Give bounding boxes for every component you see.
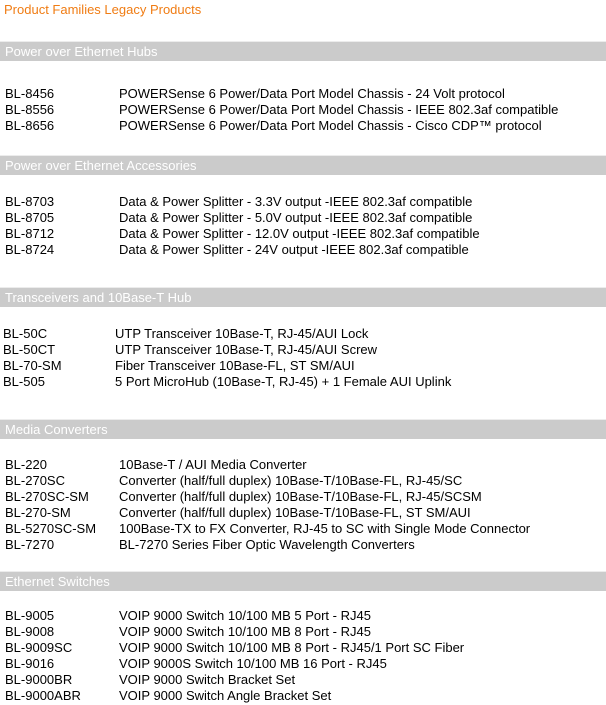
product-row[interactable] [0,86,606,102]
product-description: BL-7270 Series Fiber Optic Wavelength Converters [119,537,415,552]
product-code: BL-50CT [3,342,56,357]
product-code: BL-9016 [5,656,55,671]
section-header-media-converters [0,419,606,439]
product-description: Data & Power Splitter - 24V output -IEEE 802.3af compatible [119,242,469,257]
product-list-transceivers [0,326,606,390]
section-title: Power over Ethernet Hubs [5,44,158,59]
product-code: BL-9009SC [5,640,73,655]
product-row[interactable] [0,521,606,537]
product-list-poe-hubs [0,86,606,134]
section-title: Transceivers and 10Base-T Hub [5,290,192,305]
product-code: BL-220 [5,457,47,472]
product-description: POWERSense 6 Power/Data Port Model Chassis - Cisco CDP™ protocol [119,118,542,133]
product-code: BL-270-SM [5,505,71,520]
product-row[interactable] [0,473,606,489]
product-description: Data & Power Splitter - 12.0V output -IEEE 802.3af compatible [119,226,480,241]
product-code: BL-270SC-SM [5,489,89,504]
product-code: BL-8456 [5,86,55,101]
product-row[interactable] [0,342,606,358]
product-row[interactable] [0,374,606,390]
product-description: Converter (half/full duplex) 10Base-T/10Base-FL, RJ-45/SCSM [119,489,482,504]
product-description: VOIP 9000 Switch Bracket Set [119,672,296,687]
product-description: Converter (half/full duplex) 10Base-T/10Base-FL, RJ-45/SC [119,473,463,488]
product-row[interactable] [0,118,606,134]
product-code: BL-9005 [5,608,55,623]
product-row[interactable] [0,102,606,118]
product-row[interactable] [0,672,606,688]
product-code: BL-5270SC-SM [5,521,97,536]
page-title: Product Families Legacy Products [4,2,202,17]
product-row[interactable] [0,656,606,672]
product-description: Data & Power Splitter - 3.3V output -IEEE 802.3af compatible [119,194,473,209]
section-title: Ethernet Switches [5,574,110,589]
product-description: 100Base-TX to FX Converter, RJ-45 to SC with Single Mode Connector [119,521,531,536]
product-description: VOIP 9000 Switch 10/100 MB 8 Port - RJ45/1 Port SC Fiber [119,640,465,655]
product-row[interactable] [0,457,606,473]
product-code: BL-7270 [5,537,55,552]
product-row[interactable] [0,624,606,640]
product-description: VOIP 9000 Switch 10/100 MB 8 Port - RJ45 [119,624,371,639]
product-row[interactable] [0,358,606,374]
product-description: VOIP 9000 Switch 10/100 MB 5 Port - RJ45 [119,608,371,623]
product-description: UTP Transceiver 10Base-T, RJ-45/AUI Lock [115,326,369,341]
product-description: POWERSense 6 Power/Data Port Model Chassis - 24 Volt protocol [119,86,505,101]
product-code: BL-8703 [5,194,55,209]
product-list-ethernet-switches [0,608,606,704]
section-header-poe-accessories [0,155,606,175]
section-title: Power over Ethernet Accessories [5,158,197,173]
product-list-media-converters [0,457,606,553]
section-header-ethernet-switches [0,571,606,591]
section-header-poe-hubs [0,41,606,61]
product-code: BL-8656 [5,118,55,133]
product-description: Converter (half/full duplex) 10Base-T/10Base-FL, ST SM/AUI [119,505,471,520]
product-row[interactable] [0,640,606,656]
product-list-poe-accessories [0,194,606,258]
product-row[interactable] [0,489,606,505]
product-row[interactable] [0,688,606,704]
product-code: BL-8724 [5,242,55,257]
product-code: BL-8705 [5,210,55,225]
product-row[interactable] [0,242,606,258]
product-code: BL-8556 [5,102,55,117]
product-description: 5 Port MicroHub (10Base-T, RJ-45) + 1 Female AUI Uplink [115,374,452,389]
product-description: Fiber Transceiver 10Base-FL, ST SM/AUI [115,358,355,373]
product-description: UTP Transceiver 10Base-T, RJ-45/AUI Screw [115,342,378,357]
product-code: BL-50C [3,326,48,341]
product-row[interactable] [0,210,606,226]
product-row[interactable] [0,194,606,210]
section-title: Media Converters [5,422,108,437]
product-code: BL-9000BR [5,672,73,687]
product-description: VOIP 9000 Switch Angle Bracket Set [119,688,332,703]
product-description: Data & Power Splitter - 5.0V output -IEEE 802.3af compatible [119,210,473,225]
product-code: BL-9000ABR [5,688,81,703]
product-row[interactable] [0,226,606,242]
product-code: BL-8712 [5,226,55,241]
section-header-transceivers [0,287,606,307]
product-code: BL-9008 [5,624,55,639]
product-code: BL-70-SM [3,358,62,373]
product-description: POWERSense 6 Power/Data Port Model Chassis - IEEE 802.3af compatible [119,102,559,117]
product-code: BL-270SC [5,473,65,488]
product-row[interactable] [0,537,606,553]
product-row[interactable] [0,608,606,624]
product-description: 10Base-T / AUI Media Converter [119,457,307,472]
product-row[interactable] [0,326,606,342]
product-code: BL-505 [3,374,45,389]
product-row[interactable] [0,505,606,521]
product-description: VOIP 9000S Switch 10/100 MB 16 Port - RJ45 [119,656,387,671]
